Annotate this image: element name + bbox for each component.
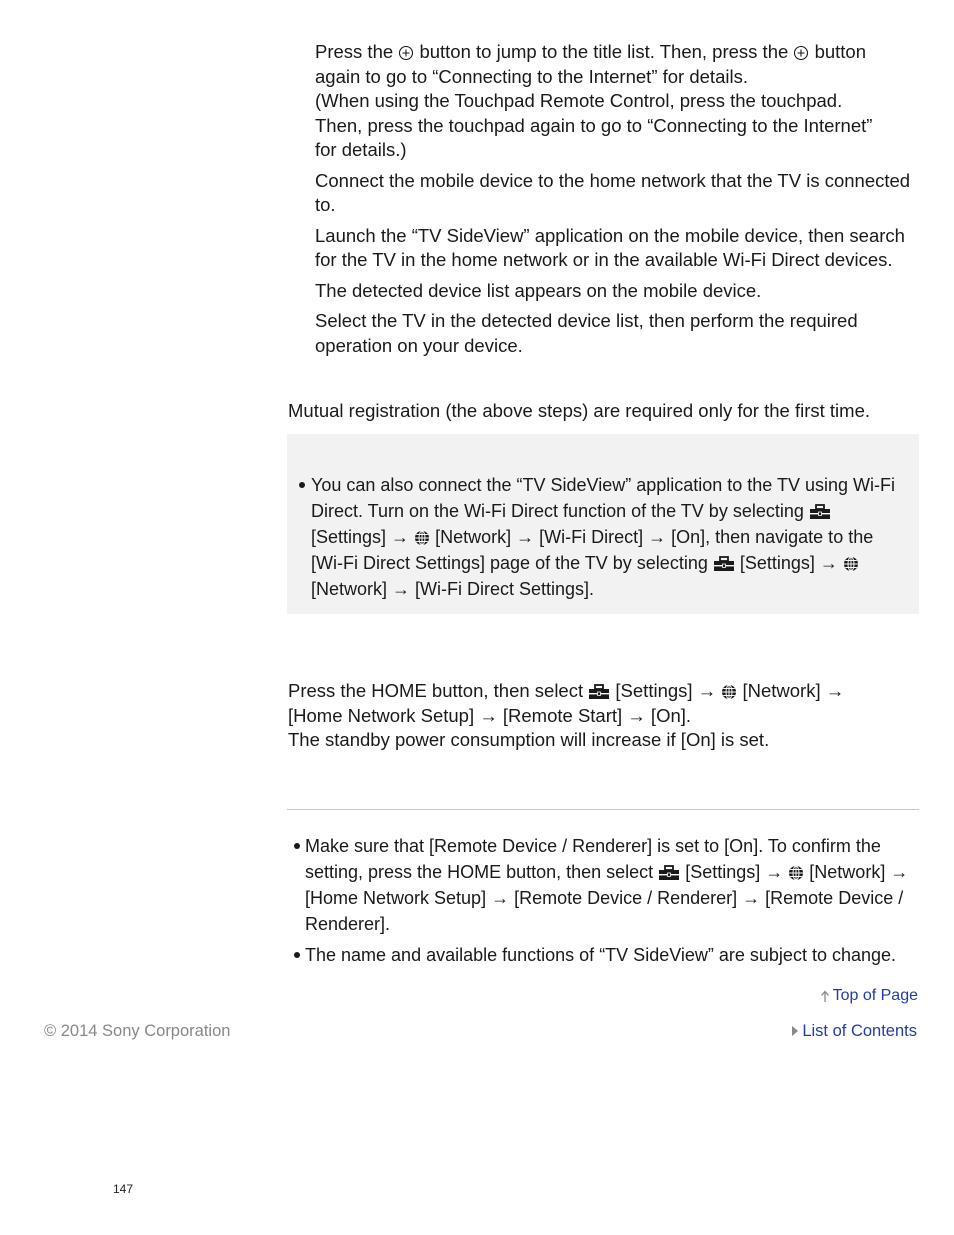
top-of-page-link[interactable]: [820, 984, 918, 1012]
step-1-text-line3: (When using the Touchpad Remote Control, press the touchpad.: [315, 90, 843, 111]
settings-toolbox-icon: [658, 865, 680, 881]
step-1-text-line4: Then, press the touchpad again to go to “Connecting to the Internet”: [315, 114, 873, 136]
enter-button-icon: [398, 45, 414, 61]
settings-toolbox-icon: [713, 556, 735, 572]
procedure-steps: [315, 40, 920, 364]
notes-list: [293, 833, 918, 973]
settings-toolbox-icon: [809, 504, 831, 520]
step-2: Connect the mobile device to the home network that the TV is connected to.: [315, 169, 911, 215]
step-4: The detected device list appears on the mobile device.: [315, 279, 762, 301]
arrow-up-icon: [820, 989, 830, 1003]
copyright-notice: © 2014 Sony Corporation: [44, 1022, 231, 1040]
list-of-contents-link[interactable]: [791, 1019, 917, 1045]
network-globe-icon: [414, 530, 430, 546]
network-globe-icon: [788, 865, 804, 881]
step-3: Launch the “TV SideView” application on the mobile device, then search for the TV in the home network or in the available Wi-Fi Direct devices.: [315, 224, 905, 270]
list-of-contents-label[interactable]: List of Contents: [802, 1022, 917, 1040]
top-of-page-label[interactable]: Top of Page: [832, 987, 918, 1004]
network-globe-icon: [721, 684, 737, 700]
settings-toolbox-icon: [588, 684, 610, 700]
step-1-text-line5: for details.): [315, 139, 407, 160]
step-1-text-a: Press the: [315, 41, 394, 62]
triangle-right-icon: [791, 1025, 799, 1037]
network-globe-icon: [843, 556, 859, 572]
remote-start-instructions: Press the HOME button, then select [Settings] → [Network] → [Home Network Setup] → [Remote Start] → [On]. The standby power consumption will increase if [On] is set.: [288, 680, 845, 750]
hint-item: You can also connect the “TV SideView” application to the TV using Wi-Fi Direct. Turn on the Wi-Fi Direct function of the TV by selecting [Settings] → [Network] → [Wi-Fi Direct] → [On], then navigate to the [Wi-Fi Direct Settings] page of the TV by selecting [Settings] → [Network] → [Wi-Fi Direct Settings].: [298, 472, 903, 602]
registration-note: Mutual registration (the above steps) are required only for the first time.: [288, 400, 870, 421]
hint-list: [298, 472, 903, 602]
section-divider: [287, 809, 919, 810]
page-number: 147: [113, 1182, 134, 1196]
step-1-text-line2: again to go to “Connecting to the Internet” for details.: [315, 65, 748, 87]
step-1-text-c: button: [814, 41, 866, 62]
note-item: The name and available functions of “TV SideView” are subject to change.: [293, 942, 918, 968]
enter-button-icon: [793, 45, 809, 61]
step-1: [315, 40, 920, 163]
step-1-text-b: button to jump to the title list. Then, press the: [419, 41, 789, 62]
note-item: Make sure that [Remote Device / Renderer] is set to [On]. To confirm the setting, press the HOME button, then select [Settings] → [Network] → [Home Network Setup] → [Remote Device / Renderer] → [Remote Device / Renderer].: [293, 833, 918, 937]
step-5: Select the TV in the detected device list, then perform the required operation on your device.: [315, 310, 858, 356]
